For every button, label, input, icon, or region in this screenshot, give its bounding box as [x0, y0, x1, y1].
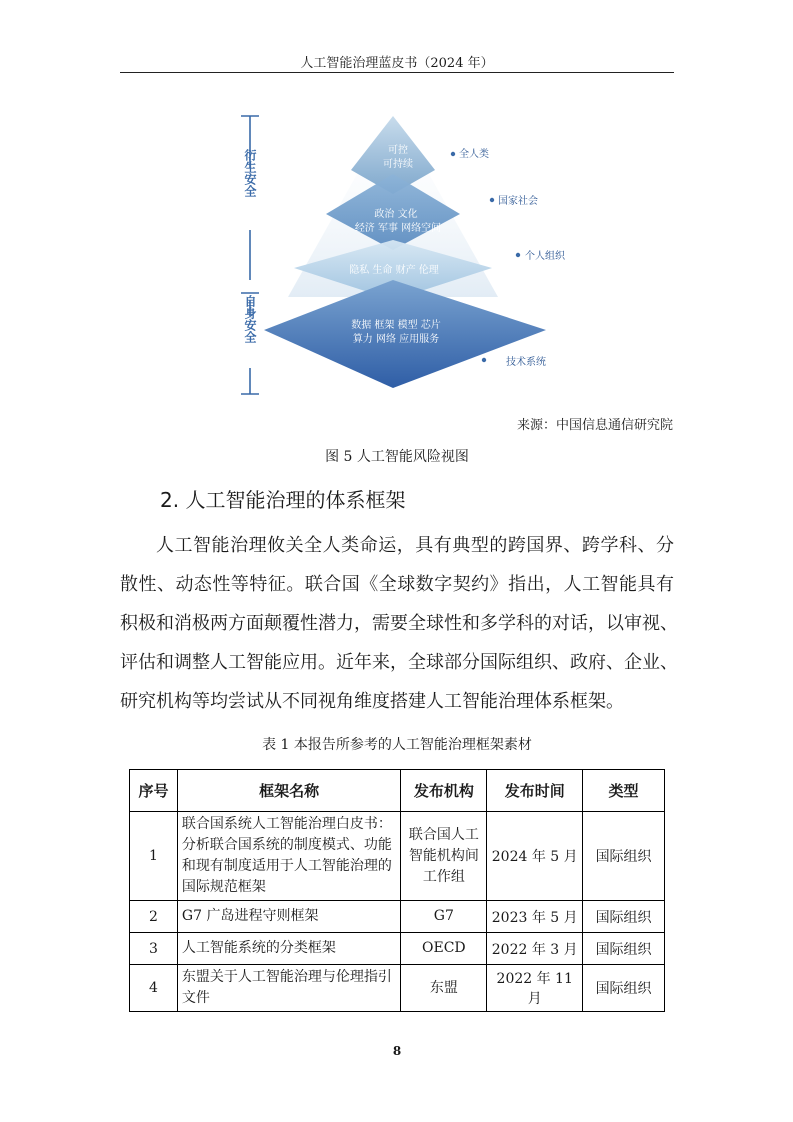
cell-type: 国际组织 [583, 812, 665, 901]
cell-org: G7 [401, 901, 487, 933]
cell-name: 联合国系统人工智能治理白皮书：分析联合国系统的制度模式、功能和现有制度适用于人工智能治理的国际规范框架 [177, 812, 400, 901]
side-label-humanity: 全人类 [459, 149, 489, 160]
header-no: 序号 [130, 770, 178, 812]
layer-2-line-1: 政治 文化 [374, 209, 418, 220]
ai-risk-pyramid-figure [228, 102, 588, 402]
left-label-self-security [243, 294, 257, 343]
frameworks-table [129, 769, 665, 1012]
header-type: 类型 [583, 770, 665, 812]
paragraph-line-5: 研究机构等均尝试从不同视角维度搭建人工智能治理体系框架。 [120, 691, 624, 712]
body-paragraph [120, 526, 678, 721]
cell-name: 东盟关于人工智能治理与伦理指引文件 [177, 965, 400, 1012]
figure-source: 来源：中国信息通信研究院 [516, 418, 673, 433]
table-row [130, 812, 665, 901]
side-label-tech-system: 技术系统 [506, 357, 546, 368]
section-heading: 2. 人工智能治理的体系框架 [160, 488, 406, 512]
table-row [130, 965, 665, 1012]
layer-4-line-1: 数据 框架 模型 芯片 [351, 320, 441, 331]
left-label-derived-security [243, 148, 257, 197]
table-caption: 表 1 本报告所参考的人工智能治理框架素材 [262, 737, 532, 753]
side-label-nation-society: 国家社会 [498, 196, 538, 207]
layer-2-line-2: 经济 军事 网络空间 [354, 223, 442, 234]
cell-no: 3 [130, 933, 178, 965]
paragraph-line-1: 人工智能治理攸关全人类命运，具有典型的跨国界、跨学科、分 [156, 535, 674, 556]
left-top-label-text: 衍生安全 [243, 149, 257, 197]
cell-date: 2022 年 3 月 [487, 933, 583, 965]
cell-type: 国际组织 [583, 901, 665, 933]
header-divider [120, 72, 674, 73]
layer-3-line-1: 隐私 生命 财产 伦理 [349, 265, 439, 276]
layer-1-line-1: 可控 [388, 145, 408, 156]
table-row [130, 901, 665, 933]
header-name: 框架名称 [177, 770, 400, 812]
cell-date: 2023 年 5 月 [487, 901, 583, 933]
cell-name: G7 广岛进程守则框架 [177, 901, 400, 933]
cell-type: 国际组织 [583, 933, 665, 965]
cell-org: 联合国人工智能机构间工作组 [401, 812, 487, 901]
left-bottom-label-text: 自身安全 [243, 295, 257, 343]
cell-name: 人工智能系统的分类框架 [177, 933, 400, 965]
paragraph-line-2: 散性、动态性等特征。联合国《全球数字契约》指出，人工智能具有 [120, 574, 674, 595]
cell-org: 东盟 [401, 965, 487, 1012]
header-org: 发布机构 [401, 770, 487, 812]
side-label-individual-org: 个人组织 [525, 251, 565, 262]
cell-type: 国际组织 [583, 965, 665, 1012]
cell-no: 2 [130, 901, 178, 933]
table-row [130, 933, 665, 965]
header-date: 发布时间 [487, 770, 583, 812]
cell-no: 1 [130, 812, 178, 901]
running-header: 人工智能治理蓝皮书（2024 年） [300, 56, 494, 71]
figure-caption: 图 5 人工智能风险视图 [325, 449, 469, 465]
table-header-row [130, 770, 665, 812]
page-number: 8 [392, 1044, 402, 1058]
layer-4-line-2: 算力 网络 应用服务 [352, 334, 440, 345]
cell-org: OECD [401, 933, 487, 965]
cell-no: 4 [130, 965, 178, 1012]
cell-date: 2024 年 5 月 [487, 812, 583, 901]
layer-1-line-2: 可持续 [383, 159, 413, 170]
paragraph-line-3: 积极和消极两方面颠覆性潜力，需要全球性和多学科的对话，以审视、 [120, 613, 678, 634]
cell-date: 2022 年 11 月 [487, 965, 583, 1012]
paragraph-line-4: 评估和调整人工智能应用。近年来，全球部分国际组织、政府、企业、 [120, 652, 678, 673]
